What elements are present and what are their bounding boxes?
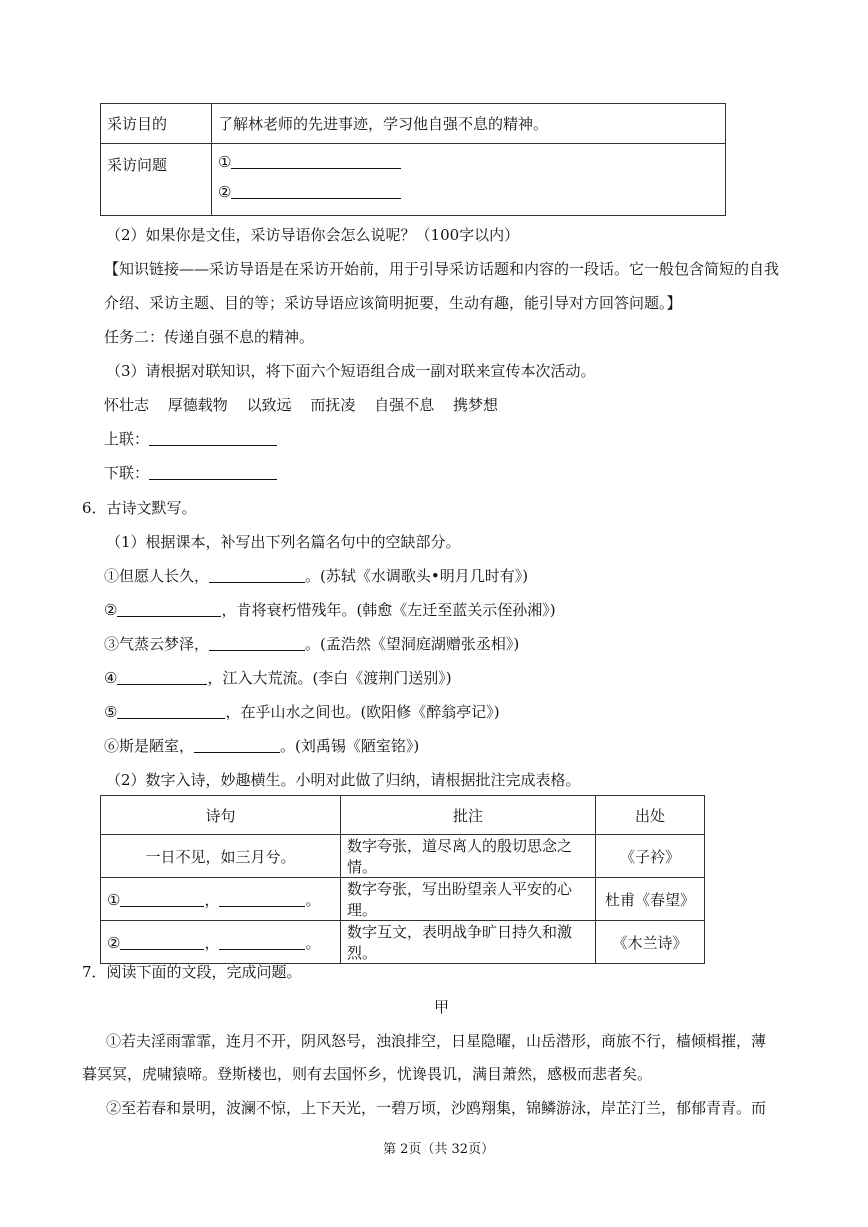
row-3-comma: ， [204,933,220,952]
poem-number-table [100,795,705,964]
poem-line-4 [104,667,452,688]
row-2-comma: ， [204,890,220,909]
lower-couplet-row [104,462,277,483]
interview-questions-cell [212,144,726,216]
row-2-blank-b[interactable] [219,890,305,907]
row-1-poem: 一日不见，如三月兮。 [101,835,341,878]
section-7-title: 7．阅读下面的文段，完成问题。 [82,963,302,981]
upper-couplet-row [104,428,277,449]
header-source: 出处 [596,796,705,835]
paragraph-2-line-1: ②至若春和景明，波澜不惊，上下天光，一碧万顷，沙鸥翔集，锦鳞游泳，岸芷汀兰，郁郁青青。而 [106,1099,767,1117]
phrase-item: 怀壮志 [104,396,150,414]
phrase-item: 自强不息 [374,396,435,414]
row-1-annotation: 数字夸张，道尽离人的殷切思念之情。 [341,835,596,878]
row-2-source: 杜甫《春望》 [596,878,705,921]
section-6-question-1: （1）根据课本，补写出下列名篇名句中的空缺部分。 [106,533,461,551]
poem-5-source: ，在乎山水之间也。(欧阳修《醉翁亭记》) [225,703,500,721]
question-2-blank[interactable] [231,182,401,199]
poem-5-blank[interactable] [117,702,225,719]
poem-4-source: ，江入大荒流。(李白《渡荆门送别》) [207,669,452,687]
phrase-item: 厚德载物 [167,396,228,414]
row-2-poem [101,878,341,921]
phrase-item: 以致远 [246,396,292,414]
header-poem: 诗句 [101,796,341,835]
row-2-annotation: 数字夸张，写出盼望亲人平安的心理。 [341,878,596,921]
upper-couplet-label: 上联： [104,430,150,448]
task-2-heading: 任务二：传递自强不息的精神。 [104,328,315,346]
paragraph-1-line-2: 暮冥冥，虎啸猿啼。登斯楼也，则有去国怀乡，忧谗畏讥，满目萧然，感极而悲者矣。 [82,1065,653,1083]
poem-5-text: ⑤ [104,703,118,721]
section-6-question-2: （2）数字入诗，妙趣横生。小明对此做了归纳，请根据批注完成表格。 [106,771,581,789]
phrase-item: 携梦想 [452,396,498,414]
section-6-title: 6．古诗文默写。 [82,499,197,517]
poem-6-source: 。(刘禹锡《陋室铭》) [280,737,420,755]
row-3-source: 《木兰诗》 [596,921,705,964]
poem-line-5 [104,701,500,722]
row-3-marker: ② [107,933,121,952]
poem-line-1 [104,565,528,586]
poem-4-text: ④ [104,669,118,687]
question-2-prompt: （2）如果你是文佳，采访导语你会怎么说呢？（100字以内） [106,226,520,244]
poem-line-2 [104,599,556,620]
poem-1-text: ①但愿人长久， [104,567,210,585]
interview-purpose-label: 采访目的 [101,104,212,144]
question-1-blank[interactable] [231,152,401,169]
poem-1-source: 。(苏轼《水调歌头•明月几时有》) [305,567,529,585]
poem-1-blank[interactable] [209,566,305,583]
row-2-blank-a[interactable] [120,890,204,907]
row-3-annotation: 数字互文，表明战争旷日持久和激烈。 [341,921,596,964]
row-3-blank-a[interactable] [120,933,204,950]
row-2-period: 。 [305,890,321,909]
poem-line-3 [104,633,519,654]
header-annotation: 批注 [341,796,596,835]
question-1-marker: ① [218,153,232,171]
poem-2-blank[interactable] [117,600,221,617]
lower-couplet-label: 下联： [104,464,150,482]
interview-table [100,103,726,216]
question-3-prompt: （3）请根据对联知识，将下面六个短语组合成一副对联来宣传本次活动。 [106,362,596,380]
upper-couplet-blank[interactable] [149,429,277,446]
row-1-source: 《子衿》 [596,835,705,878]
lower-couplet-blank[interactable] [149,463,277,480]
passage-title: 甲 [434,998,450,1016]
row-2-marker: ① [107,890,121,909]
phrase-list [104,394,498,415]
poem-6-text: ⑥斯是陋室， [104,737,195,755]
knowledge-link-line-2: 介绍、采访主题、目的等；采访导语应该简明扼要，生动有趣，能引导对方回答问题。】 [104,294,682,312]
paragraph-1-line-1: ①若夫淫雨霏霏，连月不开，阴风怒号，浊浪排空，日星隐曜，山岳潜形，商旅不行，樯倾楫摧，薄 [106,1032,767,1050]
poem-2-text: ② [104,601,118,619]
row-3-blank-b[interactable] [219,933,305,950]
interview-purpose-value: 了解林老师的先进事迹，学习他自强不息的精神。 [212,104,726,144]
row-3-poem [101,921,341,964]
poem-3-text: ③气蒸云梦泽， [104,635,210,653]
poem-2-source: ，肯将衰朽惜残年。(韩愈《左迁至蓝关示侄孙湘》) [221,601,556,619]
poem-line-6 [104,735,419,756]
poem-3-source: 。(孟浩然《望洞庭湖赠张丞相》) [305,635,520,653]
phrase-item: 而抚凌 [310,396,356,414]
poem-3-blank[interactable] [209,634,305,651]
interview-questions-label: 采访问题 [101,144,212,216]
poem-4-blank[interactable] [117,668,207,685]
page-footer: 第 2页（共 32页） [383,1142,495,1157]
poem-6-blank[interactable] [194,736,280,753]
row-3-period: 。 [305,933,321,952]
question-2-marker: ② [218,183,232,201]
knowledge-link-line-1: 【知识链接——采访导语是在采访开始前，用于引导采访话题和内容的一段话。它一般包含简短的自我 [104,260,780,278]
